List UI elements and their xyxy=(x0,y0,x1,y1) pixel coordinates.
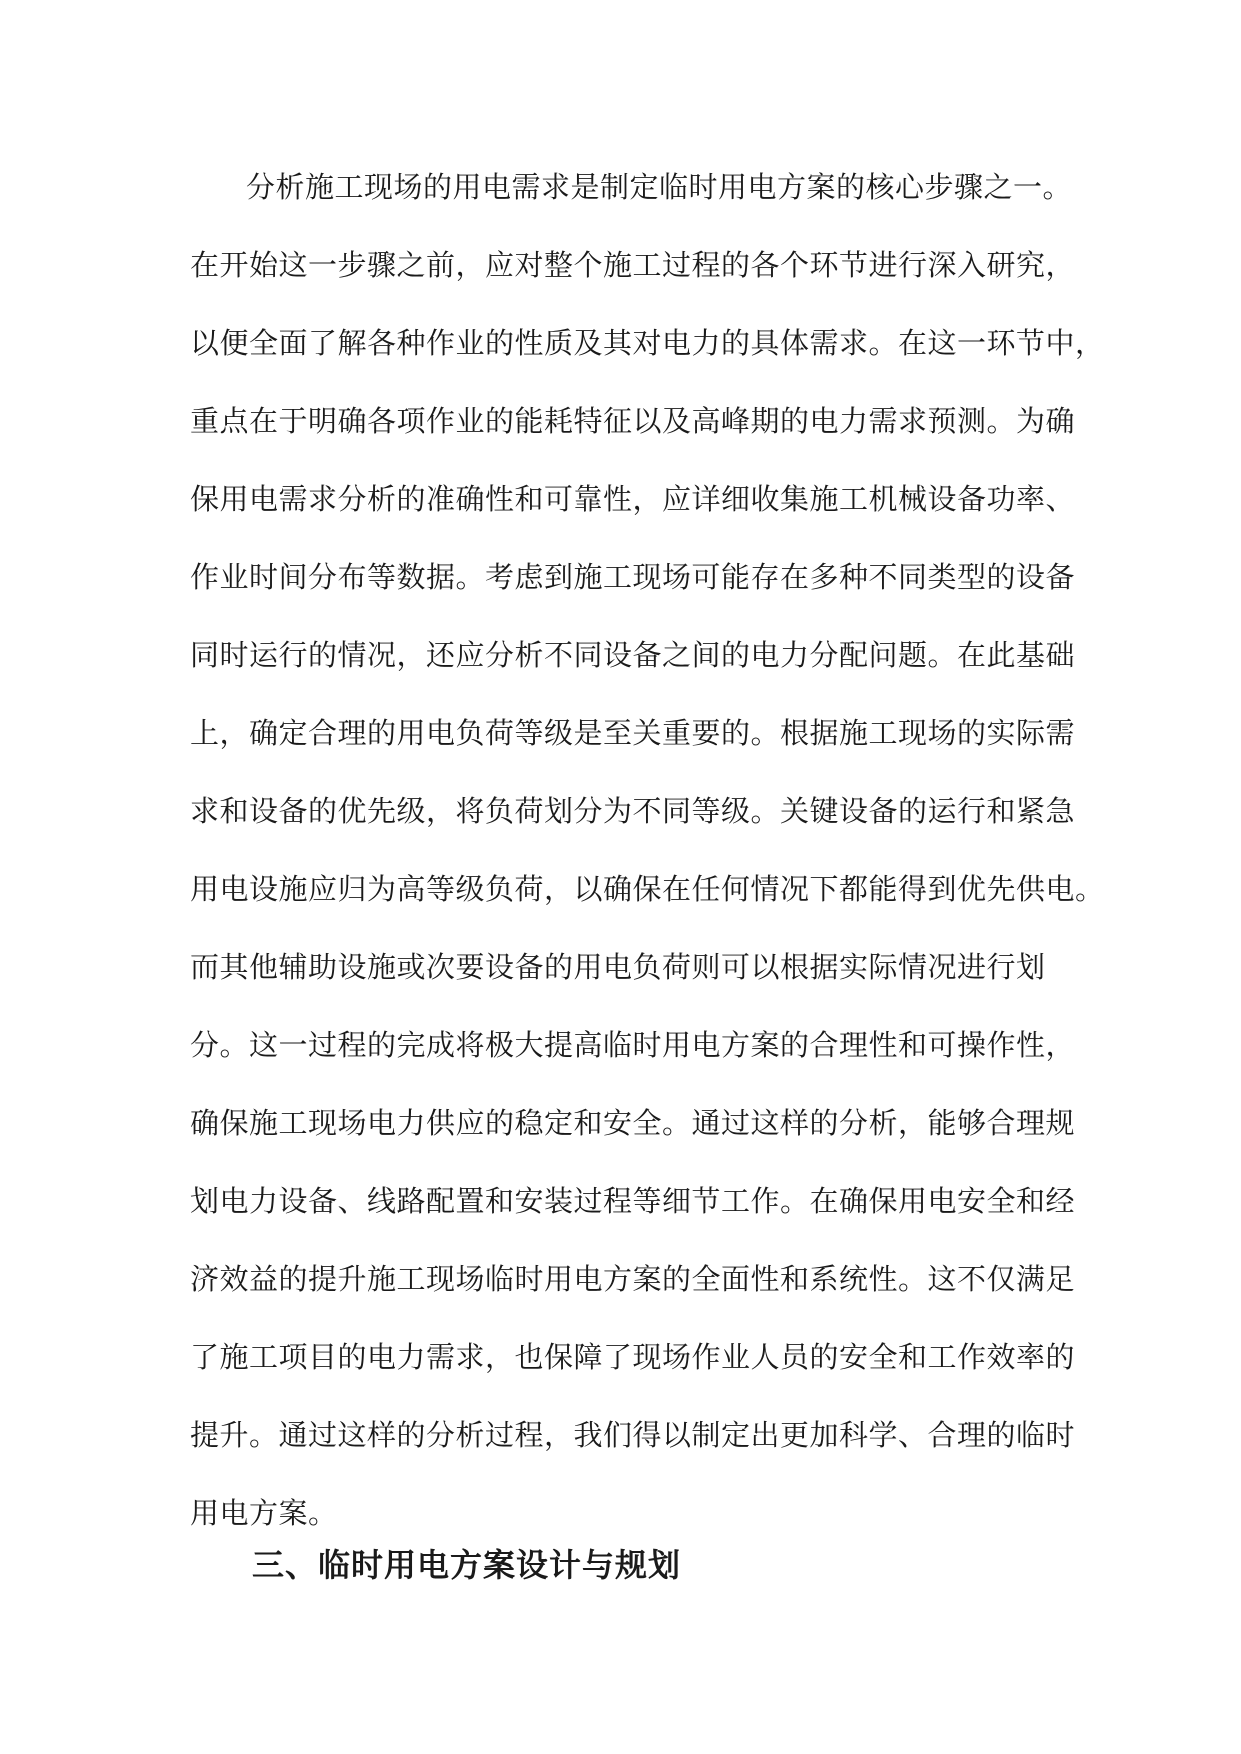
paragraph-line: 而其他辅助设施或次要设备的用电负荷则可以根据实际情况进行划 xyxy=(190,950,1046,984)
paragraph-line: 在开始这一步骤之前，应对整个施工过程的各个环节进行深入研究， xyxy=(190,248,1076,282)
paragraph-line: 保用电需求分析的准确性和可靠性，应详细收集施工机械设备功率、 xyxy=(190,482,1076,516)
paragraph-line: 用电方案。 xyxy=(190,1496,338,1530)
paragraph-line: 确保施工现场电力供应的稳定和安全。通过这样的分析，能够合理规 xyxy=(190,1106,1076,1140)
paragraph-line: 分。这一过程的完成将极大提高临时用电方案的合理性和可操作性， xyxy=(190,1028,1076,1062)
paragraph-line: 作业时间分布等数据。考虑到施工现场可能存在多种不同类型的设备 xyxy=(190,560,1076,594)
paragraph-line: 提升。通过这样的分析过程，我们得以制定出更加科学、合理的临时 xyxy=(190,1418,1076,1452)
section-heading: 三、临时用电方案设计与规划 xyxy=(252,1546,682,1584)
paragraph-line: 了施工项目的电力需求，也保障了现场作业人员的安全和工作效率的 xyxy=(190,1340,1076,1374)
paragraph-line: 同时运行的情况，还应分析不同设备之间的电力分配问题。在此基础 xyxy=(190,638,1076,672)
body-paragraph xyxy=(190,148,1105,1552)
paragraph-line: 分析施工现场的用电需求是制定临时用电方案的核心步骤之一。 xyxy=(246,170,1073,204)
paragraph-line: 求和设备的优先级，将负荷划分为不同等级。关键设备的运行和紧急 xyxy=(190,794,1076,828)
paragraph-line: 用电设施应归为高等级负荷，以确保在任何情况下都能得到优先供电。 xyxy=(190,872,1105,906)
paragraph-line: 济效益的提升施工现场临时用电方案的全面性和系统性。这不仅满足 xyxy=(190,1262,1076,1296)
paragraph-line: 以便全面了解各种作业的性质及其对电力的具体需求。在这一环节中， xyxy=(190,326,1105,360)
paragraph-line: 重点在于明确各项作业的能耗特征以及高峰期的电力需求预测。为确 xyxy=(190,404,1076,438)
paragraph-line: 上，确定合理的用电负荷等级是至关重要的。根据施工现场的实际需 xyxy=(190,716,1076,750)
paragraph-line: 划电力设备、线路配置和安装过程等细节工作。在确保用电安全和经 xyxy=(190,1184,1076,1218)
